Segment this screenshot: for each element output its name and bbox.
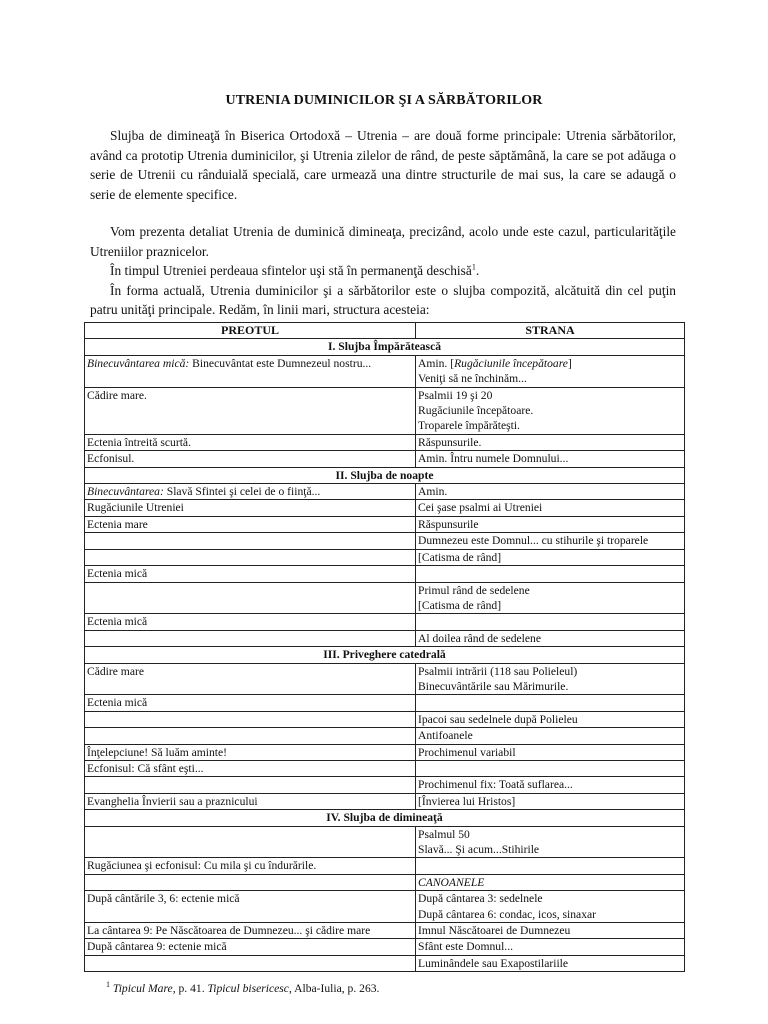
section-2-title: II. Slujba de noapte — [85, 467, 685, 483]
table-row — [85, 516, 685, 532]
cell-right: Răspunsurile — [416, 516, 685, 532]
table-row — [85, 355, 685, 387]
table-row — [85, 484, 685, 500]
footnote-source-1: Tipicul Mare — [112, 981, 173, 995]
table-row — [85, 777, 685, 793]
table-row — [85, 451, 685, 467]
intro-paragraph-2: Vom prezenta detaliat Utrenia de duminică dimineaţa, precizând, acolo unde este cazul, particularităţile Utreniilor praznicelor. — [90, 224, 676, 259]
footnote-reference[interactable]: 1 — [471, 262, 476, 272]
cell-right-empty — [416, 695, 685, 711]
table-row — [85, 923, 685, 939]
footnote-source-2: Tipicul bisericesc — [207, 981, 289, 995]
table-row — [85, 744, 685, 760]
cell-left — [85, 355, 416, 387]
intro-paragraph-4: În forma actuală, Utrenia duminicilor şi a sărbătorilor este o slujba compozită, alcătuită din cel puţin patru unităţi principale. Redăm, în linii mari, structura acesteia: — [90, 282, 676, 317]
cell-left: Rugăciunile Utreniei — [85, 500, 416, 516]
table-row — [85, 874, 685, 890]
cell-right-line: [Catisma de rând] — [418, 598, 502, 612]
cell-right: Amin. — [416, 484, 685, 500]
cell-right-italic: CANOANELE — [416, 874, 685, 890]
table-row — [85, 614, 685, 630]
cell-left: Cădire mare. — [85, 387, 416, 434]
cell-right — [416, 582, 685, 614]
footnote — [106, 977, 379, 996]
cell-right-line: Primul rând de sedelene — [418, 583, 530, 597]
cell-left-empty — [85, 582, 416, 614]
section-4-title: IV. Slujba de dimineaţă — [85, 810, 685, 826]
table-row — [85, 549, 685, 565]
cell-left: Înţelepciune! Să luăm aminte! — [85, 744, 416, 760]
cell-right-line: Binecuvântările sau Mărimurile. — [418, 679, 569, 693]
cell-right: Cei şase psalmi ai Utreniei — [416, 500, 685, 516]
cell-right-empty — [416, 760, 685, 776]
cell-right: Prochimenul fix: Toată suflarea... — [416, 777, 685, 793]
section-row — [85, 810, 685, 826]
cell-right-empty — [416, 566, 685, 582]
table-row — [85, 891, 685, 923]
cell-right-line: După cântarea 3: sedelnele — [418, 892, 543, 906]
cell-right: Al doilea rând de sedelene — [416, 630, 685, 646]
header-strana: STRANA — [416, 323, 685, 339]
cell-left: La cântarea 9: Pe Născătoarea de Dumnezeu... şi cădire mare — [85, 923, 416, 939]
cell-right — [416, 355, 685, 387]
cell-right: Prochimenul variabil — [416, 744, 685, 760]
table-row — [85, 955, 685, 971]
table-row — [85, 826, 685, 858]
cell-right-line: Psalmul 50 — [418, 827, 470, 841]
table-row — [85, 858, 685, 874]
cell-left: Evanghelia Învierii sau a praznicului — [85, 793, 416, 809]
cell-left-empty — [85, 728, 416, 744]
cell-left-empty — [85, 549, 416, 565]
table-row — [85, 793, 685, 809]
cell-left-italic: Binecuvântarea mică: — [87, 356, 190, 370]
page-title: UTRENIA DUMINICILOR ŞI A SĂRBĂTORILOR — [225, 93, 543, 108]
cell-right: Sfânt este Domnul... — [416, 939, 685, 955]
cell-left-empty — [85, 777, 416, 793]
cell-right-line: Troparele împărăteşti. — [418, 419, 520, 433]
footnote-text-1: , p. 41. — [172, 981, 208, 995]
cell-left: Ecfonisul: Că sfânt eşti... — [85, 760, 416, 776]
cell-right: Răspunsurile. — [416, 434, 685, 450]
section-row — [85, 647, 685, 663]
cell-right: [Învierea lui Hristos] — [416, 793, 685, 809]
cell-right-text: Amin. [ — [418, 356, 455, 370]
section-3-title: III. Priveghere catedrală — [85, 647, 685, 663]
table-row — [85, 630, 685, 646]
table-row — [85, 695, 685, 711]
cell-right: Imnul Născătoarei de Dumnezeu — [416, 923, 685, 939]
cell-left: Ectenia întreită scurtă. — [85, 434, 416, 450]
cell-left: Rugăciunea şi ecfonisul: Cu mila şi cu îndurările. — [85, 858, 416, 874]
cell-left-empty — [85, 533, 416, 549]
cell-left-text: Slavă Sfintei şi celei de o fiinţă... — [163, 485, 321, 499]
cell-left: După cântarea 9: ectenie mică — [85, 939, 416, 955]
cell-right: [Catisma de rând] — [416, 549, 685, 565]
table-row — [85, 663, 685, 695]
section-1-title: I. Slujba Împărătească — [85, 339, 685, 355]
cell-left-text: Binecuvântat este Dumnezeul nostru... — [189, 356, 372, 370]
cell-left: Ectenia mare — [85, 516, 416, 532]
liturgy-structure-table — [84, 322, 685, 972]
cell-right — [416, 387, 685, 434]
cell-left: Cădire mare — [85, 663, 416, 695]
cell-left: După cântările 3, 6: ectenie mică — [85, 891, 416, 923]
cell-left: Ectenia mică — [85, 566, 416, 582]
section-row — [85, 339, 685, 355]
cell-right-line: Slavă... Şi acum...Stihirile — [418, 843, 540, 856]
cell-right — [416, 663, 685, 695]
cell-right-line: Psalmii 19 şi 20 — [418, 388, 493, 402]
cell-right — [416, 891, 685, 923]
cell-left-empty — [85, 630, 416, 646]
table-row — [85, 582, 685, 614]
table-row — [85, 711, 685, 727]
cell-right-line: Rugăciunile începătoare. — [418, 404, 534, 418]
cell-left-empty — [85, 826, 416, 858]
footnote-divider — [90, 971, 246, 972]
cell-right — [416, 826, 685, 858]
intro-paragraph-3-end: . — [475, 263, 480, 278]
intro-text — [90, 126, 676, 320]
intro-paragraph-3-text: În timpul Utreniei perdeaua sfintelor uşi stă în permanenţă deschisă — [110, 263, 472, 278]
cell-right: Ipacoi sau sedelnele după Polieleu — [416, 711, 685, 727]
table-row — [85, 434, 685, 450]
section-row — [85, 467, 685, 483]
table-row — [85, 566, 685, 582]
cell-left: Ecfonisul. — [85, 451, 416, 467]
cell-left-empty — [85, 711, 416, 727]
table-row — [85, 533, 685, 549]
cell-left-empty — [85, 955, 416, 971]
cell-right-empty — [416, 614, 685, 630]
cell-right-empty — [416, 858, 685, 874]
table-row — [85, 760, 685, 776]
table-row — [85, 728, 685, 744]
cell-right-line: După cântarea 6: condac, icos, sinaxar — [418, 907, 597, 921]
cell-left: Ectenia mică — [85, 695, 416, 711]
header-preotul: PREOTUL — [85, 323, 416, 339]
cell-right: Dumnezeu este Domnul... cu stihurile şi troparele — [416, 533, 685, 549]
table-row — [85, 939, 685, 955]
cell-left-italic: Binecuvântarea: — [87, 485, 164, 499]
footnote-text-2: , Alba-Iulia, p. 263. — [288, 981, 380, 995]
cell-left: Ectenia mică — [85, 614, 416, 630]
table-header-row — [85, 323, 685, 339]
cell-left-empty — [85, 874, 416, 890]
cell-right: Luminândele sau Exapostilariile — [416, 955, 685, 971]
cell-right-line: Veniţi să ne închinăm... — [418, 372, 527, 386]
table-row — [85, 500, 685, 516]
intro-paragraph-3 — [90, 261, 676, 281]
cell-right-italic: Rugăciunile începătoare — [454, 356, 568, 370]
intro-paragraph-1: Slujba de dimineaţă în Biserica Ortodoxă – Utrenia – are două forme principale: Utrenia sărbătorilor, având ca prototip Utrenia duminicilor, şi Utrenia zilelor de rând, de peste săptămână, la care se pot adăuga o serie de Utrenii cu rânduială specială, care urmează una dintre structurile de mai sus, la care se adaugă o serie de elemente specifice. — [90, 128, 676, 202]
footnote-number: 1 — [106, 980, 110, 989]
cell-right-line: Psalmii intrării (118 sau Polieleul) — [418, 664, 578, 678]
table-row — [85, 387, 685, 434]
cell-right-text: ] — [567, 356, 572, 370]
cell-left — [85, 484, 416, 500]
cell-right: Amin. Întru numele Domnului... — [416, 451, 685, 467]
cell-right: Antifoanele — [416, 728, 685, 744]
